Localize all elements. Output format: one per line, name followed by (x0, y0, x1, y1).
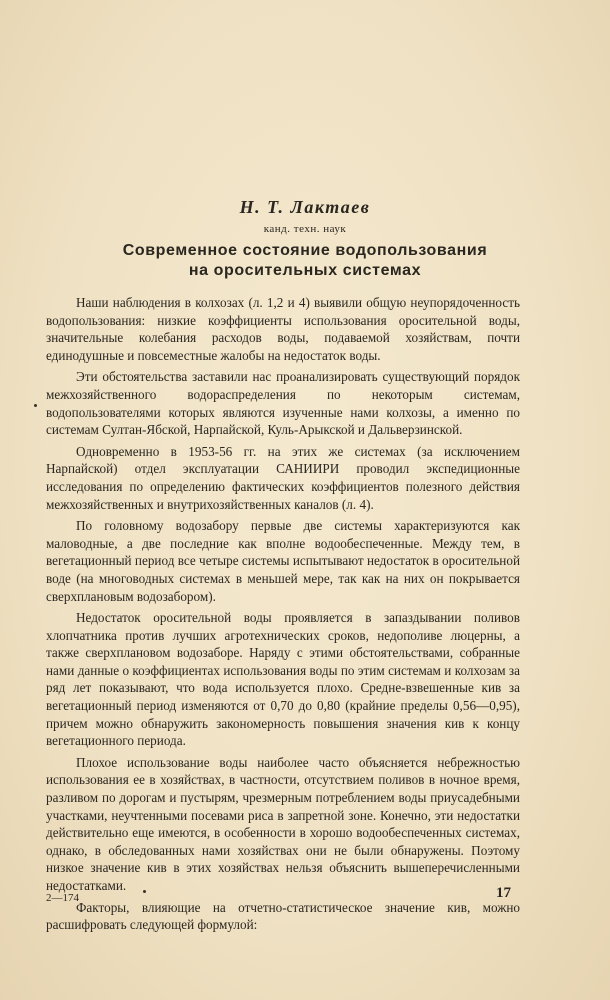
author-name: Н. Т. Лактаев (239, 197, 371, 217)
paragraph: Эти обстоятельства заставили нас проанализировать существующий порядок межхозяйственного водораспределения по некоторым системам, водопользователями которых являются изученные нами колхозы, а именно по системам Султан-Ябской, Нарпайской, Куль-Арыкской и Дальверзинской. (46, 369, 520, 438)
article-title-line-1: Современное состояние водопользования (122, 242, 488, 259)
paragraph: По головному водозабору первые две системы характеризуются как маловодные, а две последние как вполне водообеспеченные. Между тем, в вегетационный период все четыре системы испытывают недостаток в оросительной воде (на многоводных системах в меньшей мере, так как на них он покрывается сверхплановым водозабором). (46, 518, 520, 604)
paragraph: Факторы, влияющие на отчетно-статистическое значение кив, можно расшифровать следующей формулой: (46, 899, 520, 933)
paragraph: Одновременно в 1953-56 гг. на этих же системах (за исключением Нарпайской) отдел эксплуатации САНИИРИ проводил экспедиционные исследования по определению фактических коэффициентов полезного действия межхозяйственных и внутрихозяйственных каналов (л. 4). (46, 443, 520, 512)
margin-mark (34, 404, 37, 407)
paragraph: Недостаток оросительной воды проявляется в запаздывании поливов хлопчатника против лучших агротехнических сроков, недополиве люцерны, а также сверхплановом водозаборе. Наряду с этими обстоятельствами, собранные нами данные о коэффициентах использования воды по этим системам и колхозам за ряд лет показывают, что вода используется плохо. Средне-взвешенные кив за вегетационный период изменяются от 0,70 до 0,80 (крайние пределы 0,56—0,95), причем можно обнаружить закономерность повышения значения кив к концу вегетационного периода. (46, 610, 520, 749)
footer-dot (143, 890, 146, 893)
author-degree: канд. техн. наук (263, 223, 347, 235)
article-body (46, 294, 520, 938)
article-title-line-2: на оросительных системах (188, 262, 422, 279)
signature-mark: 2—174 (46, 892, 79, 904)
page-number: 17 (496, 885, 511, 901)
paragraph: Наши наблюдения в колхозах (л. 1,2 и 4) выявили общую неупорядоченность водопользования: низкие коэффициенты использования оросительной воды, значительные колебания расходов воды, подаваемой хозяйствам, почти единодушные и повсеместные жалобы на недостаток воды. (46, 295, 520, 363)
article-header (60, 195, 550, 281)
paragraph: Плохое использование воды наиболее часто объясняется небрежностью использования ее в хозяйствах, в частности, отсутствием поливов в ночное время, разливом по дорогам и пустырям, чрезмерным потреблением воды приусадебными участками, неучтенными посевами риса в запретной зоне. Конечно, эти недостатки действительно еще имеются, в особенности в хорошо водообеспеченных системах, однако, в обследованных нами хозяйствах они не были обнаружены. Поэтому низкое значение кив в этих хозяйствах нельзя объяснить вышеперечисленными недостатками. (46, 754, 520, 893)
